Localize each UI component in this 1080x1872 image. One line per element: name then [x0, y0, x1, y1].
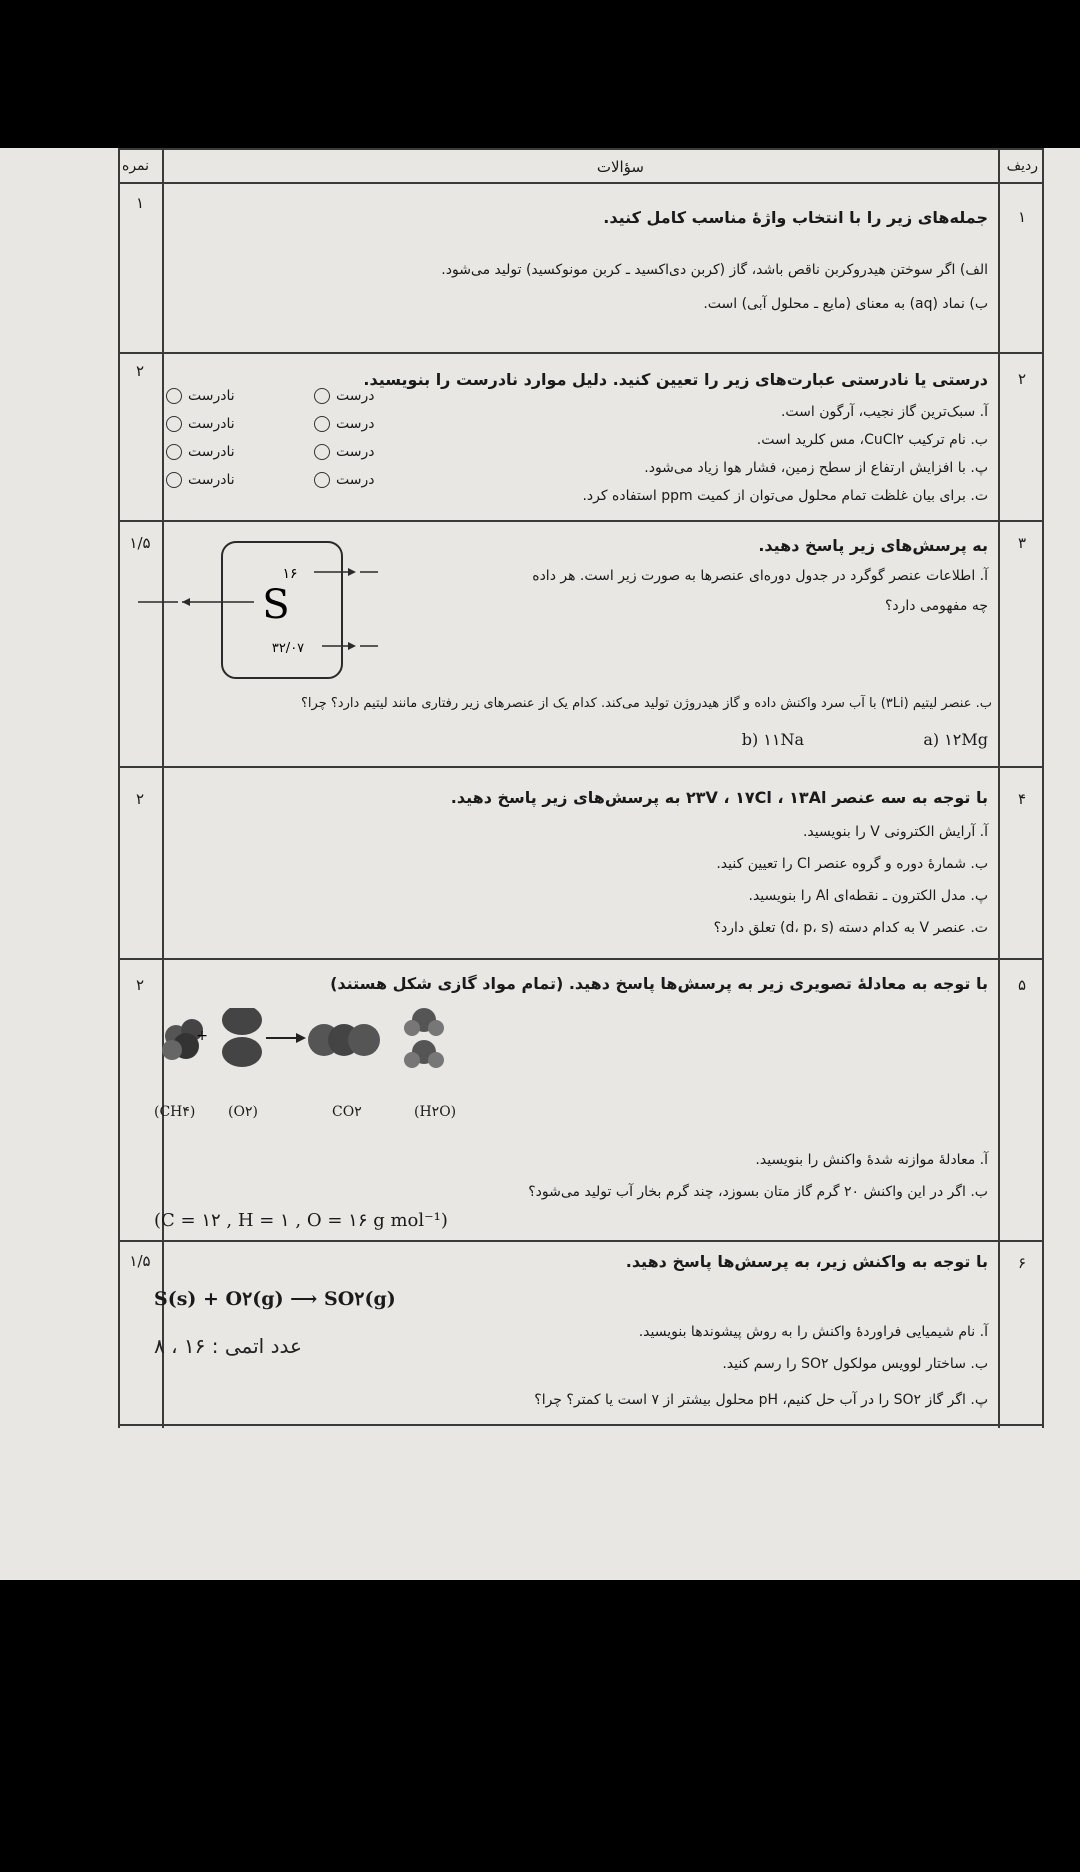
q4-item-3: پ. مدل الکترون ـ نقطه‌ای Al را بنویسید. [748, 888, 988, 904]
table-border-top [118, 148, 1044, 150]
oxygen-molecules [222, 1008, 262, 1067]
q2-title: درستی یا نادرستی عبارت‌های زیر را تعیین کنید. دلیل موارد نادرست را بنویسید. [363, 370, 988, 389]
q4-item-2: ب. شمارهٔ دوره و گروه عنصر Cl را تعیین کنید. [716, 856, 988, 872]
q3-number: ۳ [1017, 534, 1027, 552]
arrow-right-icon [348, 642, 356, 650]
label-water: (H۲O) [414, 1104, 457, 1120]
q6-handwritten-note: عدد اتمی : ۱۶ ، ۸ [154, 1334, 302, 1358]
q4-item-1: آ. آرایش الکترونی V را بنویسید. [802, 824, 988, 840]
q2-item-2: ب. نام ترکیب CuCl۲، مس کلرید است. [756, 432, 988, 448]
row-divider-4 [118, 958, 1044, 960]
row-divider-3 [118, 766, 1044, 768]
q5-part-b: ب. اگر در این واکنش ۲۰ گرم گاز متان بسوزد، چند گرم بخار آب تولید می‌شود؟ [528, 1184, 988, 1200]
plus-sign: + [196, 1028, 208, 1044]
q4-title: با توجه به سه عنصر ۲۳V ، ۱۷Cl ، ۱۳Al به پرسش‌های زیر پاسخ دهید. [450, 788, 988, 807]
option-label: نادرست [188, 472, 235, 488]
radio-circle-icon[interactable] [314, 472, 330, 488]
radio-circle-icon[interactable] [166, 472, 182, 488]
radio-circle-icon[interactable] [166, 444, 182, 460]
q5-title: با توجه به معادلهٔ تصویری زیر به پرسش‌ها پاسخ دهید. (تمام مواد گازی شکل هستند) [330, 974, 988, 993]
q3-option-b: b) ۱۱Na [741, 730, 804, 749]
header-number: ردیف [1006, 158, 1038, 174]
q4-number: ۴ [1017, 790, 1027, 808]
q1-part-b: ب) نماد (aq) به معنای (مایع ـ محلول آبی) است. [703, 296, 988, 312]
q2-item-2-false-option[interactable] [166, 416, 235, 432]
sulfur-element-card [138, 536, 378, 686]
header-questions: سؤالات [596, 158, 644, 176]
row-divider-5 [118, 1240, 1044, 1242]
q2-item-3: پ. با افزایش ارتفاع از سطح زمین، فشار هوا زیاد می‌شود. [644, 460, 988, 476]
radio-circle-icon[interactable] [314, 388, 330, 404]
exam-paper [0, 148, 1080, 1580]
label-carbon-dioxide: CO۲ [332, 1104, 362, 1120]
q6-title: با توجه به واکنش زیر، به پرسش‌ها پاسخ دهید. [625, 1252, 988, 1271]
q2-item-3-false-option[interactable] [166, 444, 235, 460]
atomic-number: ۱۶ [282, 566, 298, 582]
reaction-arrow-icon [296, 1033, 306, 1043]
q2-item-3-true-option[interactable] [314, 444, 374, 460]
label-oxygen: (O۲) [228, 1104, 258, 1120]
q6-score: ۱/۵ [129, 1252, 151, 1270]
q2-item-2-true-option[interactable] [314, 416, 374, 432]
table-border-left [118, 148, 120, 1428]
table-border-right [1042, 148, 1044, 1428]
q4-score: ۲ [135, 790, 145, 808]
element-symbol: S [262, 582, 290, 628]
column-divider-number [998, 148, 1000, 1428]
header-score: نمره [122, 158, 150, 174]
q1-title: جمله‌های زیر را با انتخاب واژهٔ مناسب کامل کنید. [603, 208, 988, 227]
q3-option-a: a) ۱۲Mg [923, 730, 988, 749]
reaction-diagram [158, 1008, 458, 1108]
q6-number: ۶ [1017, 1254, 1027, 1272]
option-label: نادرست [188, 388, 235, 404]
row-divider-2 [118, 520, 1044, 522]
q3-part-a-line1: آ. اطلاعات عنصر گوگرد در جدول دوره‌ای عنصرها به صورت زیر است. هر داده [532, 568, 988, 584]
option-label: نادرست [188, 444, 235, 460]
q3-title: به پرسش‌های زیر پاسخ دهید. [758, 536, 988, 555]
q6-item-2: ب. ساختار لوویس مولکول SO۲ را رسم کنید. [722, 1356, 988, 1372]
radio-circle-icon[interactable] [314, 416, 330, 432]
q2-score: ۲ [135, 362, 145, 380]
q1-score: ۱ [135, 194, 145, 212]
q3-part-a-line2: چه مفهومی دارد؟ [884, 598, 988, 614]
option-label: درست [336, 472, 375, 488]
q6-reaction-equation: S(s) + O۲(g) ⟶ SO۲(g) [154, 1288, 396, 1310]
q2-item-1-false-option[interactable] [166, 388, 235, 404]
row-divider-1 [118, 352, 1044, 354]
q2-item-4: ت. برای بیان غلظت تمام محلول می‌توان از کمیت ppm استفاده کرد. [582, 488, 988, 504]
arrow-left-icon [182, 598, 190, 606]
q6-item-1: آ. نام شیمیایی فراوردهٔ واکنش را به روش پیشوندها بنویسید. [638, 1324, 988, 1340]
q5-part-a: آ. معادلهٔ موازنه شدهٔ واکنش را بنویسید. [755, 1152, 988, 1168]
option-label: نادرست [188, 416, 235, 432]
option-label: درست [336, 416, 375, 432]
q5-molar-masses: (C = ۱۲ , H = ۱ , O = ۱۶ g mol⁻¹) [154, 1210, 448, 1231]
exam-table [118, 148, 1044, 1428]
water-molecules [404, 1008, 444, 1068]
q5-score: ۲ [135, 976, 145, 994]
header-divider [118, 182, 1044, 184]
column-divider-score [162, 148, 164, 1428]
label-methane: (CH۴) [154, 1104, 196, 1120]
q1-number: ۱ [1017, 208, 1027, 226]
q1-part-a: الف) اگر سوختن هیدروکربن ناقص باشد، گاز (کربن دی‌اکسید ـ کربن مونوکسید) تولید می‌شود. [441, 262, 988, 278]
atomic-mass: ۳۲/۰۷ [271, 641, 305, 656]
q2-item-4-true-option[interactable] [314, 472, 374, 488]
q2-item-1-true-option[interactable] [314, 388, 374, 404]
arrow-right-icon [348, 568, 356, 576]
radio-circle-icon[interactable] [166, 388, 182, 404]
q2-item-4-false-option[interactable] [166, 472, 235, 488]
option-label: درست [336, 444, 375, 460]
table-border-bottom [118, 1424, 1044, 1426]
q3-part-b: ب. عنصر لیتیم (۳Li) با آب سرد واکنش داده و گاز هیدروژن تولید می‌کند. کدام یک از عنصرهای زیر رفتاری مانند لیتیم دارد؟ چرا؟ [301, 696, 992, 711]
option-label: درست [336, 388, 375, 404]
q4-item-4: ت. عنصر V به کدام دسته (d، p، s) تعلق دارد؟ [713, 920, 988, 936]
q2-item-1: آ. سبک‌ترین گاز نجیب، آرگون است. [780, 404, 988, 420]
radio-circle-icon[interactable] [314, 444, 330, 460]
radio-circle-icon[interactable] [166, 416, 182, 432]
carbon-dioxide-molecule [308, 1024, 380, 1056]
q3-score: ۱/۵ [129, 534, 151, 552]
q6-item-3: پ. اگر گاز SO۲ را در آب حل کنیم، pH محلول بیشتر از ۷ است یا کمتر؟ چرا؟ [534, 1392, 988, 1408]
q2-number: ۲ [1017, 370, 1027, 388]
q5-number: ۵ [1017, 976, 1027, 994]
